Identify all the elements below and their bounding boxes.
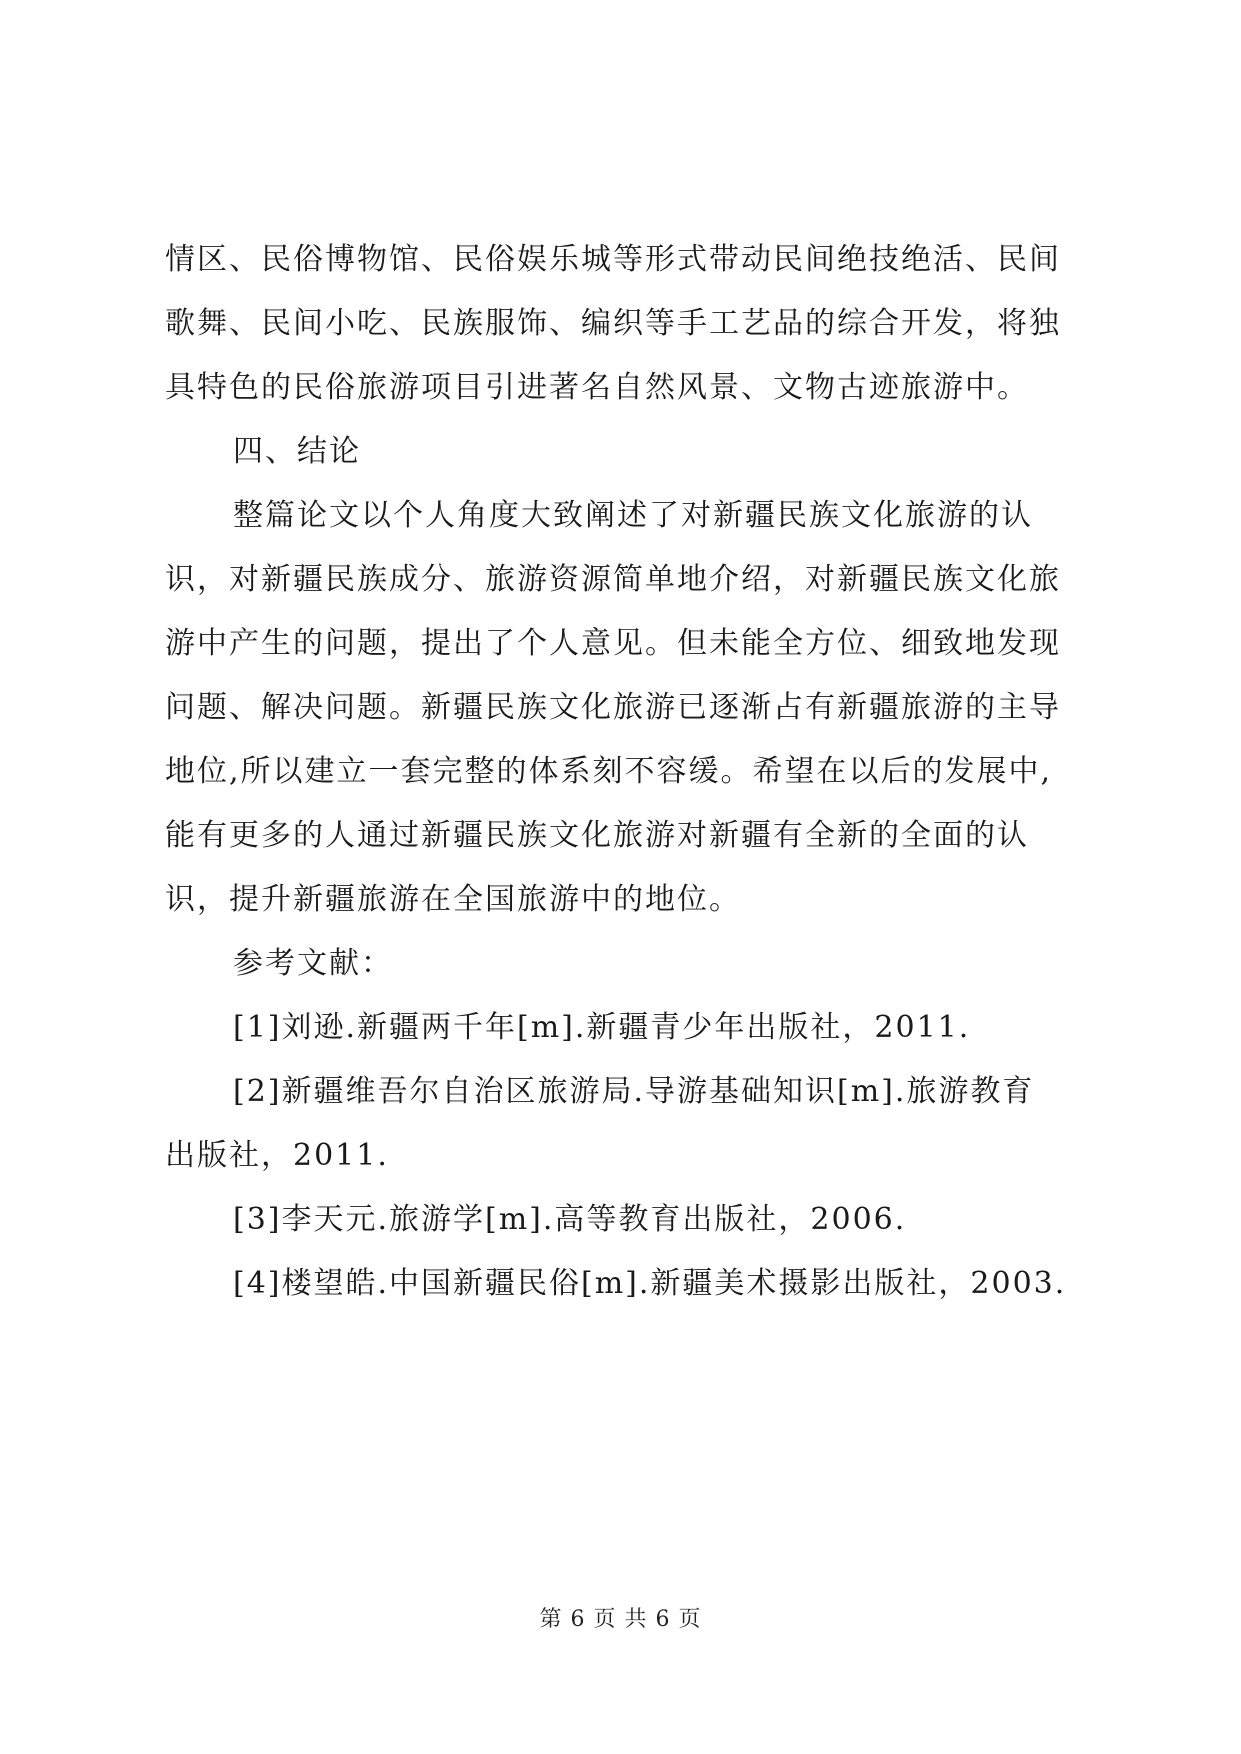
text-line: 能有更多的人通过新疆民族文化旅游对新疆有全新的全面的认 (165, 818, 1029, 853)
text-line: 地位,所以建立一套完整的体系刻不容缓。希望在以后的发展中, (165, 754, 1053, 789)
text-line: 情区、民俗博物馆、民俗娱乐城等形式带动民间绝技绝活、民间 (165, 242, 1061, 277)
reference-item-1: [1]刘逊.新疆两千年[m].新疆青少年出版社，2011. (233, 1010, 971, 1045)
text-line: 问题、解决问题。新疆民族文化旅游已逐渐占有新疆旅游的主导 (165, 690, 1061, 725)
references-heading: 参考文献： (233, 946, 393, 981)
text-line: [2]新疆维吾尔自治区旅游局.导游基础知识[m].旅游教育 (233, 1074, 1035, 1109)
text-line: 整篇论文以个人角度大致阐述了对新疆民族文化旅游的认 (233, 498, 1033, 533)
document-body (165, 228, 1090, 1316)
reference-item-3: [3]李天元.旅游学[m].高等教育出版社，2006. (233, 1202, 907, 1237)
text-line: 歌舞、民间小吃、民族服饰、编织等手工艺品的综合开发，将独 (165, 306, 1061, 341)
text-line: 识，对新疆民族成分、旅游资源简单地介绍，对新疆民族文化旅 (165, 562, 1061, 597)
page-footer: 第 6 页 共 6 页 (539, 1607, 702, 1632)
section-heading-conclusion: 四、结论 (233, 434, 361, 469)
text-line: 游中产生的问题，提出了个人意见。但未能全方位、细致地发现 (165, 626, 1061, 661)
text-line: 出版社，2011. (165, 1138, 389, 1173)
text-line: 具特色的民俗旅游项目引进著名自然风景、文物古迹旅游中。 (165, 370, 1029, 405)
text-line: 识，提升新疆旅游在全国旅游中的地位。 (165, 882, 741, 917)
paragraph-conclusion (165, 484, 1090, 932)
paragraph-continuation (165, 228, 1090, 420)
reference-item-2 (165, 1060, 1090, 1188)
reference-item-4: [4]楼望皓.中国新疆民俗[m].新疆美术摄影出版社，2003. (233, 1266, 1067, 1301)
